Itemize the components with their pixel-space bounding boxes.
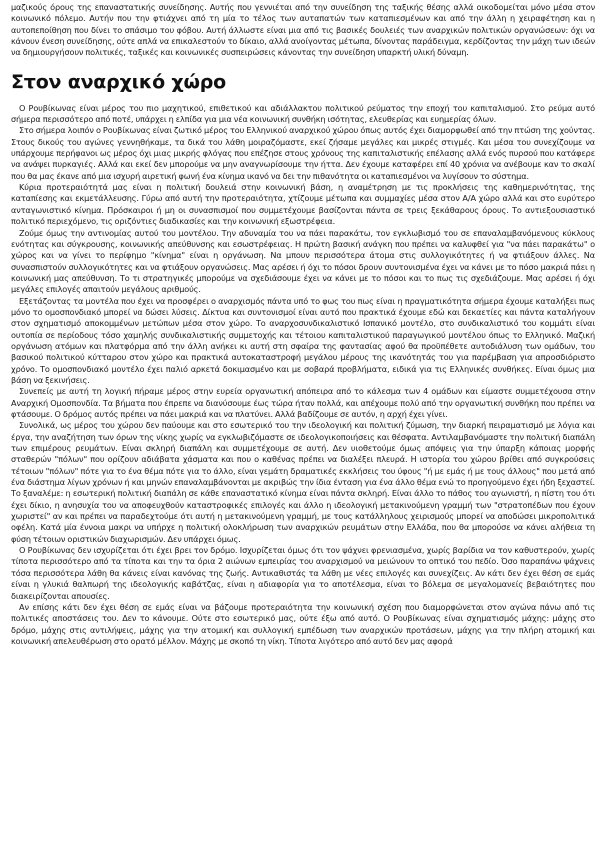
paragraph-9: Αν επίσης κάτι δεν έχει θέση σε εμάς είναι να βάζουμε προτεραιότητα την κοινωνική σχέση που διαμορφώνεται στον αγώνα πάνω από τις πολιτικές αποστάσεις του. Δεν το κάνουμε. Ούτε στο εσωτερικό μας, ούτε έξω από αυτό. Ο Ρουβίκωνας είναι σχηματισμός μάχης: μάχης στο δρόμο, μάχης στις αντιλήψεις, μάχης για την ατομική και συλλογική εμπέδωση των αναρχικών προτάσεων, μάχης για την πλήρη ατομική και κοινωνική απελευθέρωση στο ορατό μέλλον. Μάχης με σκοπό τη νίκη. Τίποτα λιγότερο από αυτό δεν μας αφορά <box>11 601 595 646</box>
paragraph-2: Στο σήμερα λοιπόν ο Ρουβίκωνας είναι ζωτικό μέρος του Ελληνικού αναρχικού χώρου όπως αυτός έχει διαμορφωθεί από την πτώση της χούντας. Στους δικούς του αγώνες γεννηθήκαμε, τα δικά του λάθη μοιραζόμαστε, εκεί ζήσαμε μεγάλες και μικρές στιγμές. Και μέσα του συνεχίζουμε να υπάρχουμε περήφανοι ως μέρος όχι μιας μικρής φλόγας που επέζησε στους χρόνους της καπιταλιστικής επέλασης αλλά ενός πυρσού που κατάφερε να ανάψει πυρκαγιές. Αλλά και εκεί δεν μπορούμε να μην αναγνωρίσουμε την ήττα. Δεν έχουμε καταφέρει επί 40 χρόνια να ανέβουμε καν το σκαλί που θα μας έκανε από μια ισχυρή αιρετική φωνή ένα κίνημα ικανό να δει την πιθανότητα οι καταπιεσμένοι να λυγίσουν το σύστημα. <box>11 125 595 181</box>
paragraph-4: Ζούμε όμως την αντινομίας αυτού του μοντέλου. Την αδυναμία του να πάει παρακάτω, τον εγκλωβισμό του σε επαναλαμβανόμενους κύκλους ενότητας και σύγκρουσης, κοινωνικής απεύθυνσης και εσωστρέφειας. Η πρώτη βασική ανάγκη που πρέπει να καλυφθεί για "να πάει παρακάτω" ο χώρος και να γίνει το περίφημο "κίνημα" είναι η οργάνωση. Να μπουν περισσότερα άτομα στις συλλογικότητες ή να φτιάξουν άλλες. Να συνασπιστούν συλλογικότητες και να φτιάξουν οργανώσεις. Μας αρέσει ή όχι το πόσοι δρουν συντονισμένα έχει να κάνει με το πόσο μακριά πάει η κοινωνική μας απεύθυνση. Το τι στρατηγικές μπορούμε να σχεδιάσουμε έχει να κάνει με το πόσοι και το πως τις σχεδιάζουμε. Μας αρέσει ή όχι μεγάλες επιλογές απαιτούν μεγάλους αριθμούς. <box>11 227 595 295</box>
paragraph-1: Ο Ρουβίκωνας είναι μέρος του πιο μαχητικού, επιθετικού και αδιάλλακτου πολιτικού ρεύματος την εποχή του καπιταλισμού. Στο ρεύμα αυτό σήμερα περισσότερο από ποτέ, υπάρχει η ελπίδα για μια νέα κοινωνική συνθήκη ισότητας, ελευθερίας και ευημερίας όλων. <box>11 102 595 125</box>
paragraph-6: Συνεπείς με αυτή τη λογική πήραμε μέρος στην ευρεία οργανωτική απόπειρα από το κάλεσμα των 4 ομάδων και είμαστε συμμετέχουσα στην Αναρχική Ομοσπονδία. Τα βήματα που έπρεπε να διανύσουμε έως τώρα ήταν πολλά, και απέχουμε πολύ από την οργανωτική συνθήκη που πρέπει να φτάσουμε. Ο δρόμος αυτός πρέπει να πάει μακριά και να πλατύνει. Αλλά βαδίζουμε σε αυτόν, η αρχή έχει γίνει. <box>11 386 595 419</box>
intro-paragraph: μαζικούς όρους της επαναστατικής συνείδησης. Αυτής που γεννιέται από την συνείδηση της ταξικής θέσης αλλά οικοδομείται μόνο μέσα στον κοινωνικό πόλεμο. Αυτήν που την φτιάχνει από τη μία το τέλος των αυταπατών των καταπιεσμένων και από την άλλη η χειραφέτηση και η αυτοπεποίθηση που δίνει το σπάσιμο του φόβου. Αυτή άλλωστε είναι μια από τις βασικές δουλειές των αναρχικών πολιτικών οργανώσεων: όχι να κάνουν ένεση συνείδησης, ούτε απλά να επικαλεστούν το δίκαιο, αλλά ανοίγοντας μέτωπα, δίνοντας παράδειγμα, κερδίζοντας την μάχη των ιδεών να δημιουργήσουν πολιτικές, ταξικές και κοινωνικές συσπειρώσεις κάνοντας την συνείδηση υπαρκτή υλική δύναμη. <box>11 2 595 58</box>
document-page <box>11 2 595 647</box>
paragraph-5: Εξετάζοντας τα μοντέλα που έχει να προσφέρει ο αναρχισμός πάντα υπό το φως του πως είναι η πραγματικότητα σήμερα έχουμε καταλήξει πως μόνο το ομοσπονδιακό μπορεί να δώσει λύσεις. Δίκτυα και συντονισμοί είναι αυτό που πρακτικά έχουμε εδώ και δεκαετίες και πάντα καταλήγουν στον σχηματισμό αποκομμένων μετώπων μέσα στον χώρο. Το αναρχοσυνδικαλιστικό Ισπανικό μοντέλο, στο συνδικαλιστικό του κομμάτι είναι ουτοπία σε περίοδους τόσο χαμηλής συνδικαλιστικής συμμετοχής και τέτοιου καπιταλιστικού παραγωγικού μοντέλου όπως το Ελληνικό. Μαζική οργάνωση ατόμων και πλατφόρμα από την άλλη ανήκει κι αυτή στη σφαίρα της φαντασίας αφού θα προϋπέθετε αυτοδιάλυση των ομάδων, του βασικού πολιτικού κύτταρου στον χώρο και πρακτικά αυτοκαταστροφή μεγάλου μέρους της ικανότητάς του για παρέμβαση για απροσδιόριστο χρόνο. Το ομοσπονδιακό μοντέλο έχει παλιό αρκετά δοκιμασμένο και με σοβαρά προβλήματα, ειδικά για τις Ελληνικές συνθήκες. Είναι όμως μια βάση να ξεκινήσεις. <box>11 295 595 385</box>
paragraph-3: Κύρια προτεραιότητά μας είναι η πολιτική δουλειά στην κοινωνική βάση, η αναμέτρηση με τις προκλήσεις της καθημερινότητας, της καταπίεσης και εκμετάλλευσης. Γύρω από αυτή την προτεραιότητα, χτίζουμε μέτωπα και συμμαχίες μέσα στον Α/Α χώρο αλλά και στο ευρύτερο ανταγωνιστικό κίνημα. Πρόσκαιροι ή μη οι συνασπισμοί που συμμετέχουμε βασίζονται πάντα σε τρεις ξεκάθαρους όρους. Το αντιεξουσιαστικό πολιτικό περιεχόμενο, τις οριζόντιες διαδικασίες και την κοινωνική εξωστρέφεια. <box>11 182 595 227</box>
section-title: Στον αναρχικό χώρο <box>11 70 227 93</box>
paragraph-8: Ο Ρουβίκωνας δεν ισχυρίζεται ότι έχει βρει τον δρόμο. Ισχυρίζεται όμως ότι τον ψάχνει φρενιασμένα, χωρίς βαρίδια να τον καθυστερούν, χωρίς τίποτα περισσότερο από τα τίποτα και την τα όρια 2 αιώνων εμπειρίας του αναρχισμού να μειώνουν το οπτικό του πεδίο. Όσο παραπάνω ψάχνεις τόσα περισσότερα λάθη θα κάνεις είναι κανόνας της ζωής. Αντικαθιστάς τα λάθη με νέες επιλογές και συνεχίζεις. Αν κάτι δεν έχει θέση σε εμάς είναι η γλυκιά θαλπωρή της ιδεολογικής καβάτζας, είναι η αδιαφορία για το αποτέλεσμα, είναι το βόλεμα σε μεγαλομανείς βεβαιότητες που διακειρίζονται απουσίες. <box>11 545 595 601</box>
paragraph-7: Συνολικά, ως μέρος του χώρου δεν παύουμε και στο εσωτερικό του την ιδεολογική και πολιτική ζύμωση, την διαρκή πειραματισμό με λόγια και έργα, την αναζήτηση των όρων της νίκης χωρίς να εγκλωβιζόμαστε σε ιδεολογικοποιήσεις και θέσφατα. Αντιλαμβανόμαστε την πολιτική διαπάλη των επιμέρους ρευμάτων. Είναι σκληρή διαπάλη και συμμετέχουμε σε αυτή. Δεν υιοθετούμε όμως απόψεις για την ύπαρξη κάποιας μορφής σταθερών "πόλων" που ορίζουν αδιάβατα χάσματα και που ο καθένας πρέπει να διαλέξει πλευρά. Η ιστορία του χώρου βρίθει από συγκρούσεις τέτοιων "πόλων" πότε για το ένα θέμα πότε για το άλλο, είναι γεμάτη δραματικές εκκλήσεις του ύφους "ή με εμάς ή με τους άλλους" που μετά από ένα διάστημα λίγων χρόνων ή και μηνών επαναλαμβάνονται με ακριβώς την ίδια ένταση για ένα άλλο θέμα ενώ το προηγούμενο έχει ήδη ξεχαστεί. Το ξαναλέμε: η εσωτερική πολιτική διαπάλη σε κάθε επαναστατικό κίνημα είναι πάντα σκληρή. Είναι άλλο το πάθος του αγωνιστή, η πίστη του ότι έχει δίκιο, η ανησυχία του να αποφευχθούν καταστροφικές επιλογές και άλλο η ιδεολογική μετακινούμενη γραμμή των "στρατοπέδων που έχουν χωριστεί" αν και πρέπει να παραδεχτούμε ότι αυτή η μετακινούμενη γραμμή, με τους κατάλληλους χειρισμούς μπορεί να αποδώσει μικροπολιτικά οφέλη. Κατά μία έννοια μακρι να υπήρχε η πολιτική ολοκλήρωση των αναρχικών ρευμάτων στην Ελλάδα, που θα μπορούσε να κάνει αλήθεια τη φύση τέτοιων οριστικών διαχωρισμών. Δεν υπάρχει όμως. <box>11 420 595 544</box>
